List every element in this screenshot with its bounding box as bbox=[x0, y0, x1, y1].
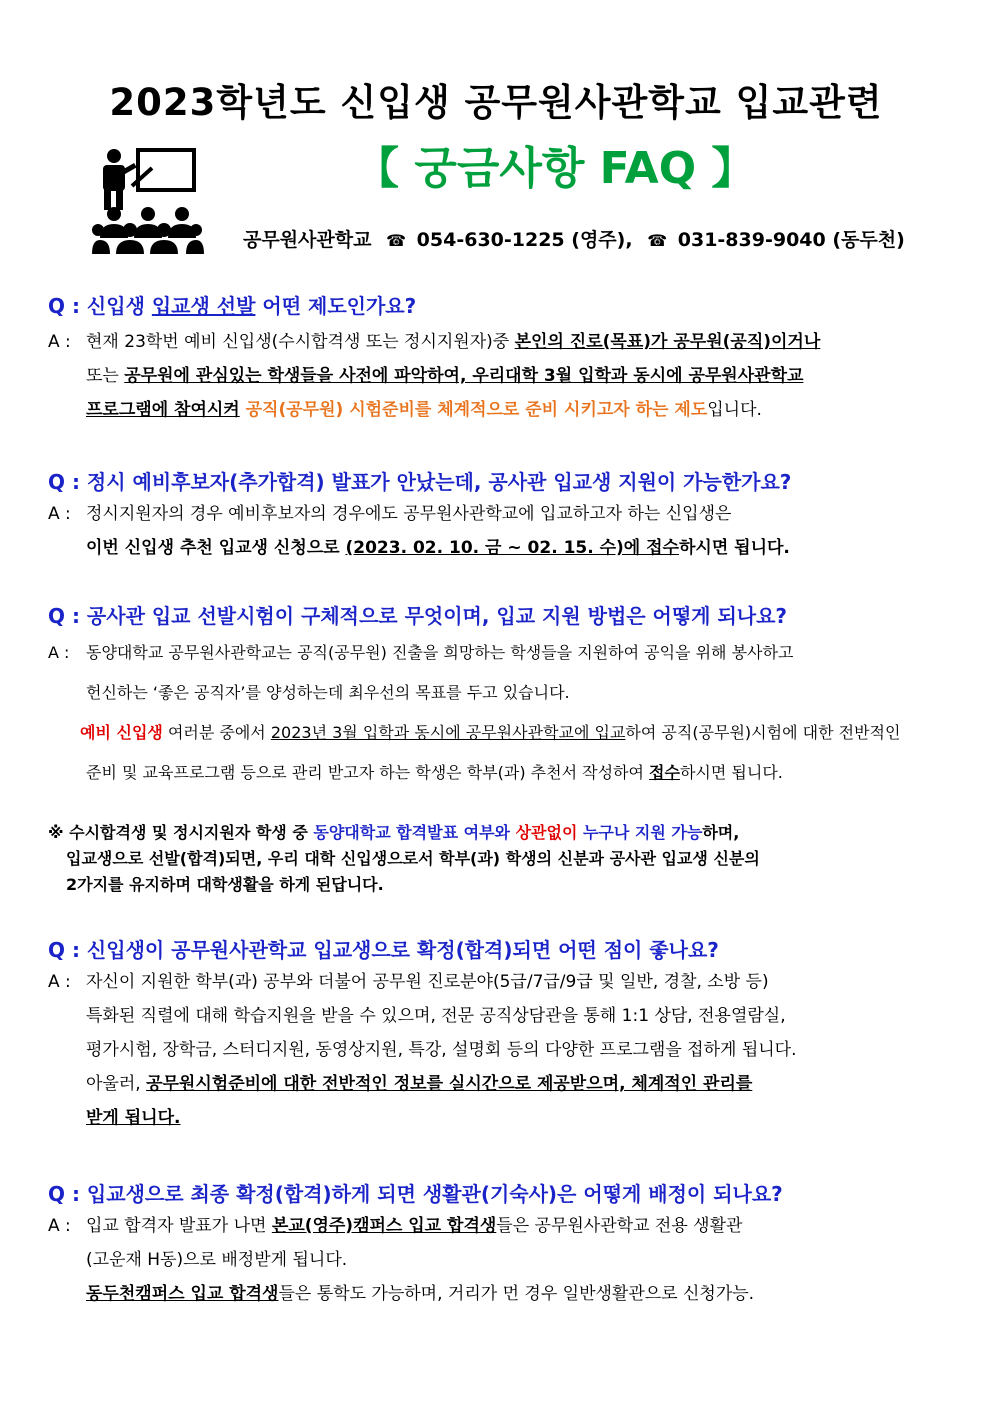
faq-item bbox=[48, 466, 948, 565]
faq-answer: A : 입교 합격자 발표가 나면 본교(영주)캠퍼스 입교 합격생들은 공무원사관학교 전용 생활관 (고운재 H동)으로 배정받게 됩니다. 동두천캠퍼스 입교 합격생들은 통학도 가능하며, 거리가 먼 경우 일반생활관으로 신청가능. bbox=[48, 1209, 948, 1311]
contact-name: 공무원사관학교 bbox=[243, 229, 372, 251]
faq-item bbox=[48, 290, 948, 427]
faq-item bbox=[48, 600, 948, 793]
page-title: 2023학년도 신입생 공무원사관학교 입교관련 bbox=[109, 81, 883, 124]
faq-question: Q : 신입생이 공무원사관학교 입교생으로 확정(합격)되면 어떤 점이 좋나요? bbox=[48, 938, 719, 962]
answer-label: A : bbox=[48, 1216, 71, 1236]
faq-answer: A : 자신이 지원한 학부(과) 공부와 더불어 공무원 진로분야(5급/7급/9급 및 일반, 경찰, 소방 등) 특화된 직렬에 대해 학습지원을 받을 수 있으며, 전문 공직상담관을 통해 1:1 상담, 전용열람실, 평가시험, 장학금, 스터디지원, 동영상지원, 특강, 설명회 등의 다양한 프로그램을 접하게 됩니다. 아울러, 공무원시험준비에 대한 전반적인 정보를 실시간으로 제공받으며, 체계적인 관리를 받게 됩니다. bbox=[48, 965, 948, 1135]
faq-item bbox=[48, 1178, 948, 1311]
faq-question: Q : 정시 예비후보자(추가합격) 발표가 안났는데, 공사관 입교생 지원이 가능한가요? bbox=[48, 470, 792, 494]
phone-icon: ☎ bbox=[647, 231, 668, 250]
answer-label: A : bbox=[48, 332, 71, 352]
answer-label: A : bbox=[48, 643, 70, 662]
contact-line bbox=[243, 225, 905, 252]
faq-question: Q : 입교생으로 최종 확정(합격)하게 되면 생활관(기숙사)은 어떻게 배정이 되나요? bbox=[48, 1182, 783, 1206]
page-subtitle: 【 궁금사항 FAQ 】 bbox=[355, 143, 756, 194]
phone-yeongju: 054-630-1225 (영주), bbox=[416, 229, 633, 251]
classroom-presenter-icon bbox=[92, 148, 204, 256]
faq-answer: A : 현재 23학번 예비 신입생(수시합격생 또는 정시지원자)중 본인의 진로(목표)가 공무원(공직)이거나 또는 공무원에 관심있는 학생들을 사전에 파악하여, 우리대학 3월 입학과 동시에 공무원사관학교 프로그램에 참여시켜 공직(공무원) 시험준비를 체계적으로 준비 시키고자 하는 제도입니다. bbox=[48, 325, 948, 427]
phone-icon: ☎ bbox=[386, 231, 407, 250]
faq-answer: A : 정시지원자의 경우 예비후보자의 경우에도 공무원사관학교에 입교하고자 하는 신입생은 이번 신입생 추천 입교생 신청으로 (2023. 02. 10. 금 ~ 02. 15. 수)에 접수하시면 됩니다. bbox=[48, 497, 948, 565]
faq-question: Q : 신입생 입교생 선발 어떤 제도인가요? bbox=[48, 294, 417, 318]
phone-dongducheon: 031-839-9040 (동두천) bbox=[677, 229, 905, 251]
faq-item bbox=[48, 934, 948, 1135]
notice-box: ※ 수시합격생 및 정시지원자 학생 중 동양대학교 합격발표 여부와 상관없이 누구나 지원 가능하며, 입교생으로 선발(합격)되면, 우리 대학 신입생으로서 학부(과) 학생의 신분과 공사관 입교생 신분의 2가지를 유지하며 대학생활을 하게 된답니다. bbox=[48, 823, 760, 894]
answer-label: A : bbox=[48, 972, 71, 992]
faq-answer: A : 동양대학교 공무원사관학교는 공직(공무원) 진출을 희망하는 학생들을 지원하여 공익을 위해 봉사하고 헌신하는 ‘좋은 공직자’를 양성하는데 최우선의 목표를 두고 있습니다. 예비 신입생 여러분 중에서 2023년 3월 입학과 동시에 공무원사관학교에 입교하여 공직(공무원)시험에 대한 전반적인 준비 및 교육프로그램 등으로 관리 받고자 하는 학생은 학부(과) 추천서 작성하여 접수하시면 됩니다. bbox=[48, 633, 948, 793]
faq-question: Q : 공사관 입교 선발시험이 구체적으로 무엇이며, 입교 지원 방법은 어떻게 되나요? bbox=[48, 604, 788, 628]
answer-label: A : bbox=[48, 504, 71, 524]
